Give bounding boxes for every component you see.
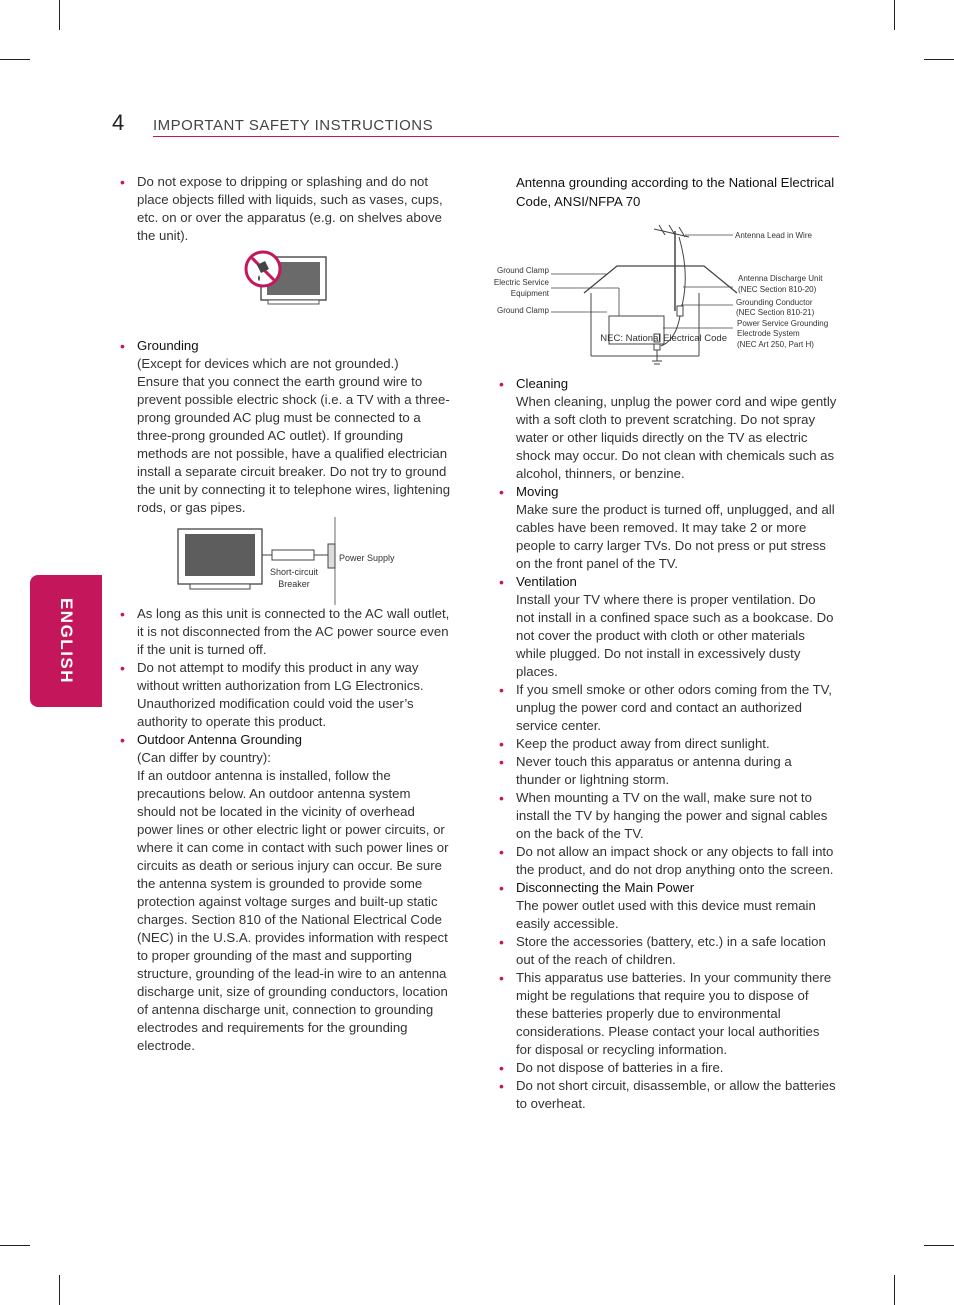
paragraph: When cleaning, unplug the power cord and wipe gently with a soft cloth to prevent scratching. Do not spray water or other liquids directly on the TV as electric shock may occur. Do not clean with chemicals such as alcohol, thinners, or benzine. [516, 394, 837, 481]
paragraph: Make sure the product is turned off, unplugged, and all cables have been removed. It may take 2 or more people to carry larger TVs. Do not press or put stress on the front panel of the TV. [516, 502, 835, 571]
section-title: • Outdoor Antenna Grounding [137, 732, 302, 747]
list-item-outdoor-antenna [118, 731, 451, 1055]
bullet-text: Do not attempt to modify this product in any way without written authorization from LG Electronics. Unauthorized modification could void the user’s authority to operate this product. [137, 660, 424, 729]
bullet-text: Do not expose to dripping or splashing and do not place objects filled with liquids, such as vases, cups, etc. on or over the apparatus (e.g. on shelves above the unit). [137, 174, 443, 243]
paragraph: (Can differ by country): [137, 750, 271, 765]
power-supply-label: Power Supply [339, 553, 395, 563]
left-column [118, 173, 451, 1055]
bullet-text: As long as this unit is connected to the AC wall outlet, it is not disconnected from the AC power source even if the unit is turned off. [137, 606, 450, 657]
bullet-text: If you smell smoke or other odors coming from the TV, unplug the power cord and contact an authorized service center. [516, 682, 832, 733]
bullet-text: Do not dispose of batteries in a fire. [516, 1060, 724, 1075]
list-item [118, 173, 451, 245]
power-service-label: Electrode System [737, 329, 800, 338]
list-item-moving [497, 483, 837, 573]
crop-mark [0, 59, 30, 60]
bullet-list [118, 173, 451, 245]
list-item [497, 843, 837, 879]
no-liquids-icon [118, 245, 451, 337]
crop-mark [924, 59, 954, 60]
paragraph: If an outdoor antenna is installed, follow the precautions below. An outdoor antenna system should not be located in the vicinity of overhead power lines or other electric light or power circuits, or where it can come in contact with such power lines or circuits as death or serious injury can occur. Be sure the antenna system is grounded to provide some protection against voltage surges and built-up static charges. Section 810 of the National Electrical Code (NEC) in the U.S.A. provides information with respect to proper grounding of the mast and supporting structure, grounding of the lead-in wire to an antenna discharge unit, size of grounding conductors, location of antenna discharge unit, connection to grounding electrodes and requirements for the grounding electrode. [137, 768, 449, 1053]
antenna-grounding-title: Antenna grounding according to the National Electrical Code, ANSI/NFPA 70 [516, 175, 835, 209]
section-title: • Disconnecting the Main Power [516, 880, 695, 895]
bullet-text: Keep the product away from direct sunlight. [516, 736, 770, 751]
circuit-breaker-diagram [118, 517, 451, 605]
crop-mark [894, 0, 895, 30]
section-title: • Moving [516, 484, 559, 499]
electric-service-label: Electric Service [493, 278, 549, 287]
list-item [497, 933, 837, 969]
list-item-grounding [118, 337, 451, 517]
right-column [493, 173, 837, 1113]
list-item [497, 1077, 837, 1113]
bullet-list [118, 605, 451, 1055]
list-item [497, 969, 837, 1059]
paragraph: The power outlet used with this device must remain easily accessible. [516, 898, 816, 931]
bullet-text: Never touch this apparatus or antenna during a thunder or lightning storm. [516, 754, 792, 787]
section-title: • Grounding [137, 338, 199, 353]
page-number: 4 [112, 110, 125, 135]
electric-service-label: Equipment [510, 289, 549, 298]
bullet-text: Do not short circuit, disassemble, or allow the batteries to overheat. [516, 1078, 836, 1111]
bullet-text: Do not allow an impact shock or any objects to fall into the product, and do not drop anything onto the screen. [516, 844, 834, 877]
nec-label: NEC: National Electrical Code [600, 333, 727, 344]
antenna-grounding-diagram [489, 211, 837, 368]
paragraph: Ensure that you connect the earth ground wire to prevent possible electric shock (i.e. a TV with a three-prong grounded AC plug must be connected to a three-prong grounded AC outlet). If grounding methods are not possible, have a qualified electrician install a separate circuit breaker. Do not try to ground the unit by connecting it to telephone wires, lightening rods, or gas pipes. [137, 374, 451, 515]
breaker-label: Breaker [278, 579, 310, 589]
crop-mark [924, 1245, 954, 1246]
circuit-breaker-diagram-svg [118, 517, 451, 605]
section-title: • Cleaning [516, 376, 569, 391]
list-item [497, 681, 837, 735]
bullet-text: When mounting a TV on the wall, make sure not to install the TV by hanging the power and signal cables on the back of the TV. [516, 790, 828, 841]
bullet-text: This apparatus use batteries. In your community there might be regulations that require you to dispose of these batteries properly due to environmental considerations. Please contact your local authorities for disposal or recycling information. [516, 970, 832, 1057]
list-item [118, 605, 451, 659]
no-liquids-illustration [118, 245, 451, 337]
discharge-unit-label: (NEC Section 810-20) [738, 285, 817, 294]
lead-in-wire-label: Antenna Lead in Wire [735, 231, 812, 240]
paragraph: Install your TV where there is proper ventilation. Do not install in a confined space such as a bookcase. Do not cover the product with cloth or other materials while plugged. Do not install in excessively dusty places. [516, 592, 834, 679]
bullet-text: Store the accessories (battery, etc.) in a safe location out of the reach of children. [516, 934, 826, 967]
paragraph: (Except for devices which are not grounded.) [137, 356, 399, 371]
page-title: IMPORTANT SAFETY INSTRUCTIONS [153, 117, 434, 134]
power-service-label: (NEC Art 250, Part H) [737, 340, 814, 349]
language-tab-label: ENGLISH [57, 597, 76, 685]
list-item [497, 789, 837, 843]
header-rule [153, 136, 839, 137]
list-item [497, 735, 837, 753]
crop-mark [59, 0, 60, 30]
power-service-label: Power Service Grounding [737, 319, 829, 328]
breaker-label: Short-circuit [269, 567, 319, 577]
list-item [497, 753, 837, 789]
bullet-list [118, 337, 451, 517]
grounding-conductor-label: (NEC Section 810-21) [736, 308, 815, 317]
discharge-unit-label: Antenna Discharge Unit [738, 274, 823, 283]
list-item-disconnect [497, 879, 837, 933]
crop-mark [59, 1275, 60, 1305]
grounding-conductor-label: Grounding Conductor [736, 298, 813, 307]
list-item [497, 1059, 837, 1077]
ground-clamp-label: Ground Clamp [496, 266, 549, 275]
antenna-grounding-diagram-svg [489, 211, 837, 368]
bullet-list [497, 375, 837, 1113]
list-item-ventilation [497, 573, 837, 681]
list-item [118, 659, 451, 731]
crop-mark [0, 1245, 30, 1246]
section-title: • Ventilation [516, 574, 577, 589]
crop-mark [894, 1275, 895, 1305]
list-item-cleaning [497, 375, 837, 483]
language-tab [30, 575, 102, 707]
ground-clamp-label: Ground Clamp [496, 306, 549, 315]
